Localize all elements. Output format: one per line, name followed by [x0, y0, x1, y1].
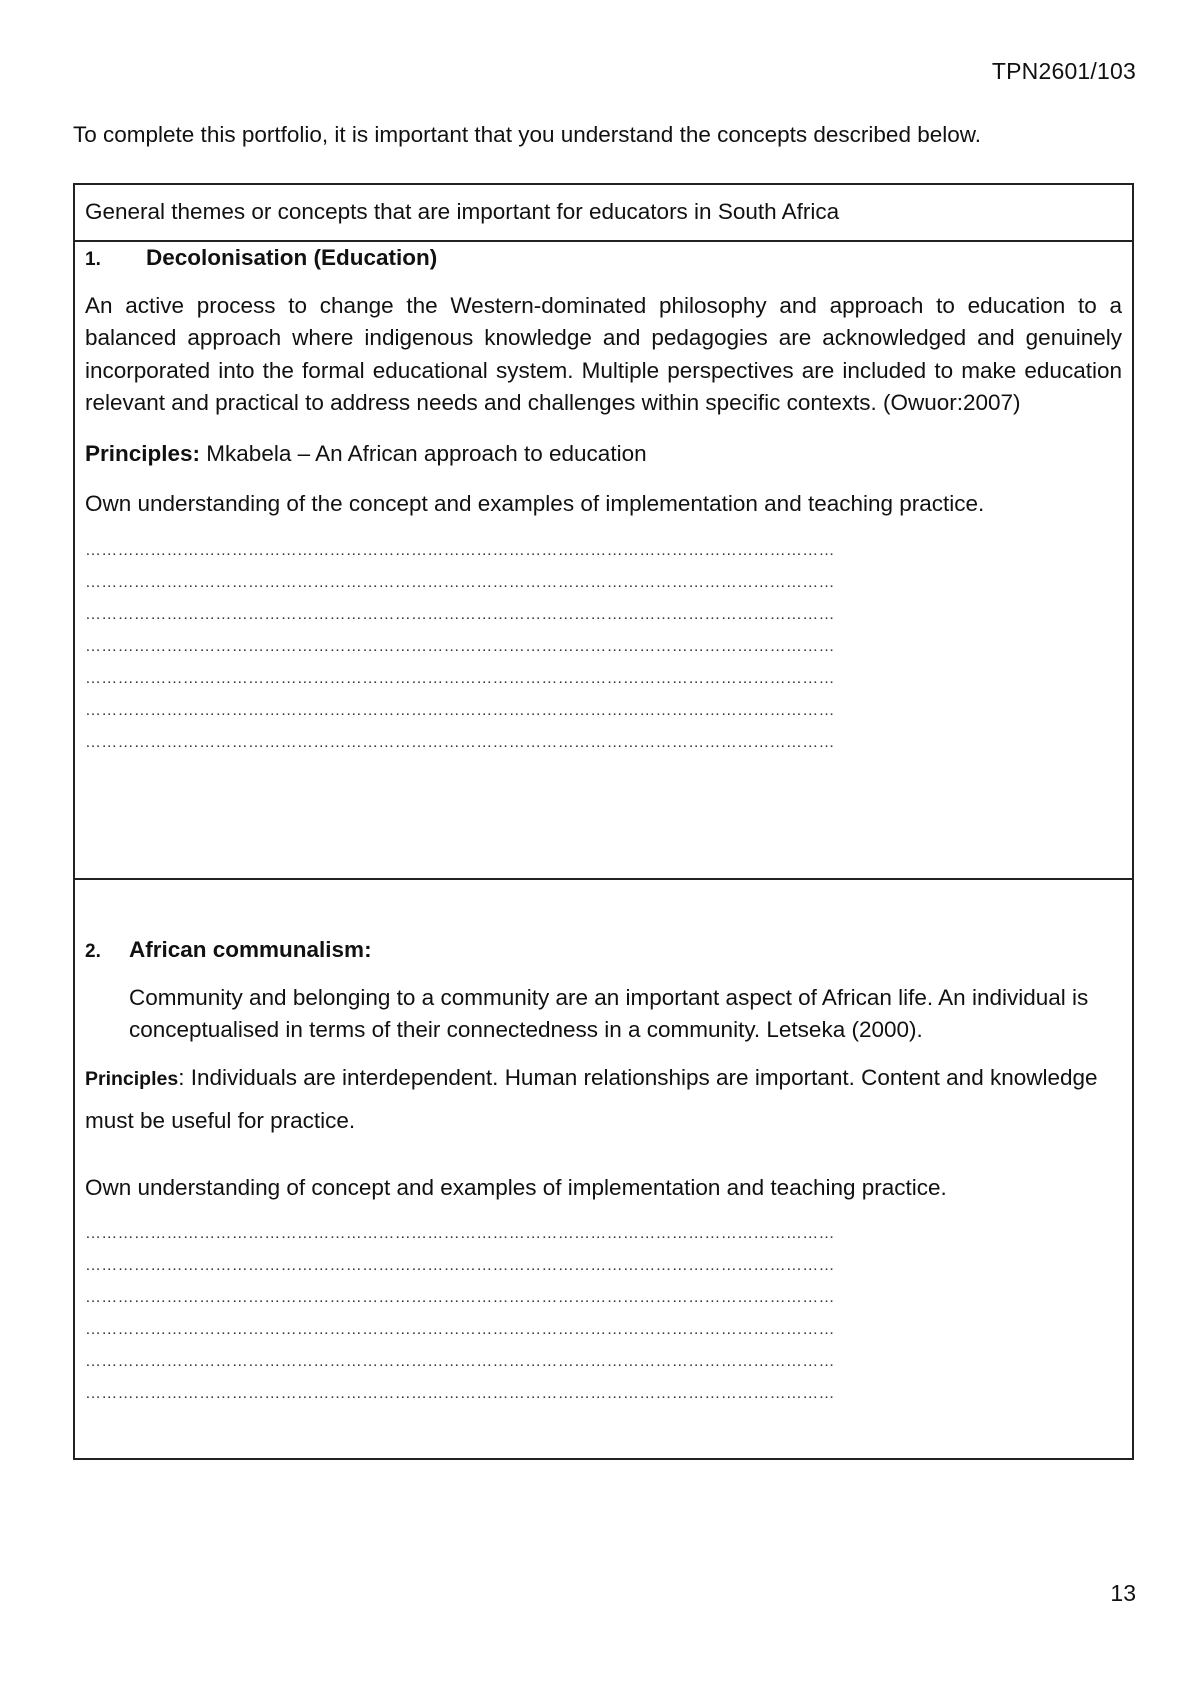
- table-header: General themes or concepts that are important for educators in South Africa: [75, 185, 1132, 242]
- section-title: African communalism:: [129, 937, 372, 962]
- answer-line[interactable]: …………………………………………………………………………………………………………………………: [85, 669, 835, 687]
- answer-lines[interactable]: [85, 535, 1122, 759]
- answer-line[interactable]: …………………………………………………………………………………………………………………………: [85, 1225, 835, 1242]
- principles-line: [85, 1057, 1122, 1142]
- answer-line[interactable]: …………………………………………………………………………………………………………………………: [85, 637, 835, 655]
- concept-definition: An active process to change the Western-dominated philosophy and approach to education to a balanced approach where indigenous knowledge and pedagogies are acknowledged and genuinely incorporated into the formal educational system. Multiple perspectives are included to make education relevant and practical to address needs and challenges within specific contexts. (Owuor:2007): [85, 292, 1122, 415]
- intro-text: To complete this portfolio, it is important that you understand the concepts described below.: [73, 122, 982, 147]
- section-heading: [85, 242, 1122, 277]
- document-code: TPN2601/103: [991, 58, 1136, 84]
- answer-line[interactable]: …………………………………………………………………………………………………………………………: [85, 1353, 835, 1370]
- section-number: 2.: [85, 941, 101, 962]
- page-number: 13: [1110, 1580, 1136, 1606]
- principles-text: Mkabela – An African approach to education: [200, 440, 647, 466]
- answer-line[interactable]: …………………………………………………………………………………………………………………………: [85, 1385, 835, 1402]
- answer-lines[interactable]: [85, 1218, 1122, 1410]
- concept-definition: Community and belonging to a community are an important aspect of African life. An individual is conceptualised in terms of their connectedness in a community. Letseka (2000).: [129, 984, 1089, 1042]
- answer-line[interactable]: …………………………………………………………………………………………………………………………: [85, 1289, 835, 1306]
- answer-line[interactable]: …………………………………………………………………………………………………………………………: [85, 701, 835, 719]
- section-number: 1.: [85, 249, 101, 270]
- answer-line[interactable]: …………………………………………………………………………………………………………………………: [85, 1321, 835, 1338]
- answer-line[interactable]: …………………………………………………………………………………………………………………………: [85, 605, 835, 623]
- answer-line[interactable]: …………………………………………………………………………………………………………………………: [85, 733, 835, 751]
- concept-section-decolonisation: [75, 242, 1132, 880]
- answer-line[interactable]: …………………………………………………………………………………………………………………………: [85, 541, 835, 559]
- section-heading: [85, 880, 1122, 969]
- answer-line[interactable]: …………………………………………………………………………………………………………………………: [85, 1257, 835, 1274]
- principles-label: Principles:: [85, 440, 201, 466]
- concepts-table: [73, 183, 1134, 1460]
- own-understanding-prompt: Own understanding of the concept and examples of implementation and teaching practice.: [85, 491, 985, 516]
- principles-text: : Individuals are interdependent. Human relationships are important. Content and knowledge must be useful for practice.: [85, 1064, 1098, 1133]
- answer-line[interactable]: …………………………………………………………………………………………………………………………: [85, 573, 835, 591]
- section-title: Decolonisation (Education): [146, 245, 438, 270]
- principles-label: Principles: [85, 1067, 179, 1090]
- own-understanding-prompt: Own understanding of concept and examples of implementation and teaching practice.: [85, 1174, 947, 1200]
- principles-line: [85, 438, 1122, 471]
- concept-section-african-communalism: [75, 880, 1132, 1458]
